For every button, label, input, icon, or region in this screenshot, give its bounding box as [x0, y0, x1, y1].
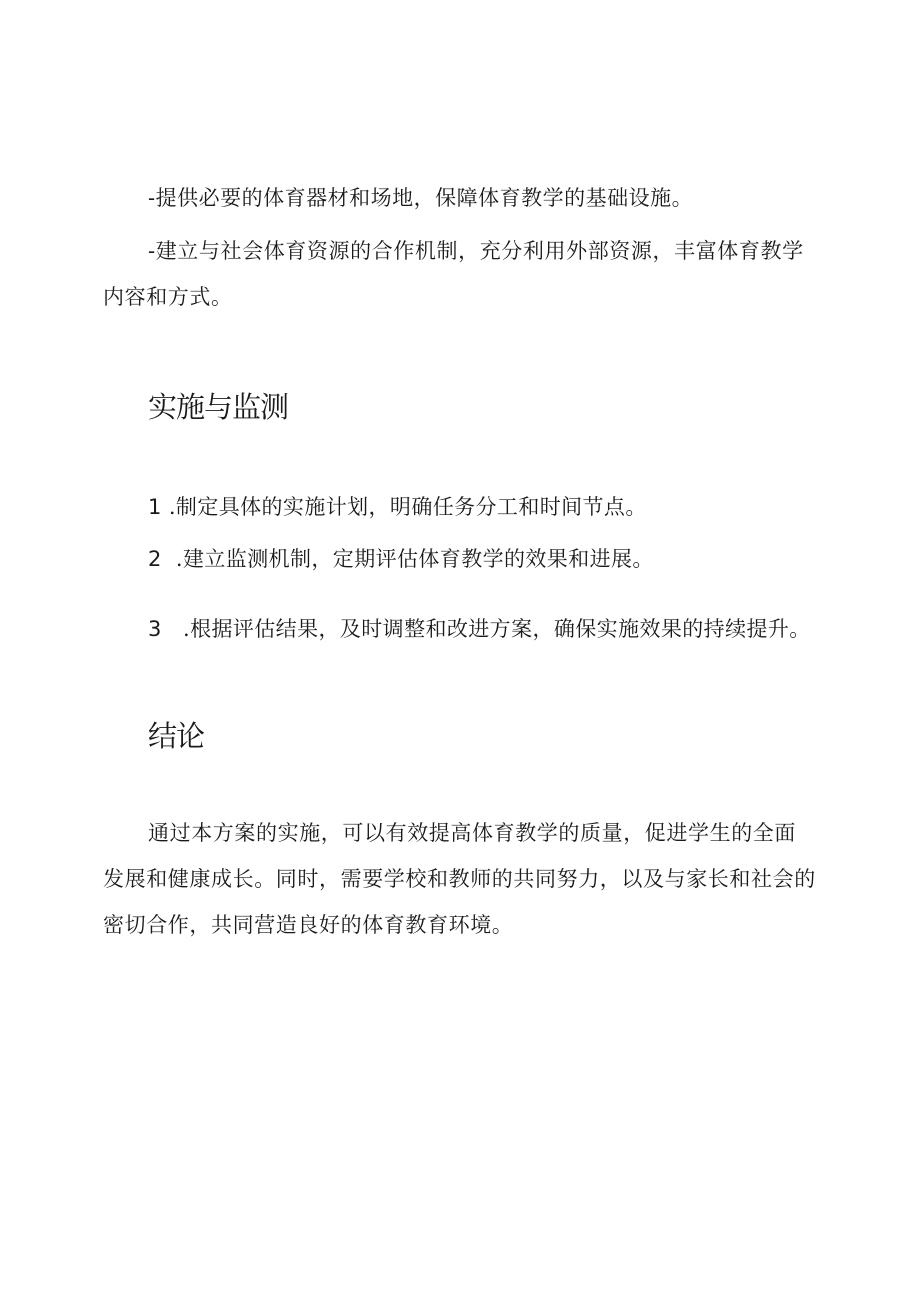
list-item — [148, 493, 647, 521]
conclusion-line-1: 通过本方案的实施，可以有效提高体育教学的质量，促进学生的全面 — [148, 821, 796, 845]
conclusion-paragraph — [103, 810, 823, 948]
bullet-cooperation — [103, 228, 823, 320]
bullet-cooperation-line-2: 内容和方式。 — [103, 285, 233, 309]
list-item-text: .制定具体的实施计划，明确任务分工和时间节点。 — [168, 495, 647, 519]
conclusion-line-3: 密切合作，共同营造良好的体育教育环境。 — [103, 913, 514, 937]
list-item — [148, 545, 654, 573]
list-item-number: 2 — [148, 547, 162, 571]
list-item-text: .根据评估结果，及时调整和改进方案，确保实施效果的持续提升。 — [183, 617, 811, 641]
list-item-number: 3 — [148, 617, 162, 641]
section-heading-conclusion: 结论 — [148, 719, 205, 753]
bullet-equipment: -提供必要的体育器材和场地，保障体育教学的基础设施。 — [148, 186, 694, 210]
section-heading-implementation: 实施与监测 — [148, 390, 289, 424]
bullet-cooperation-line-1: -建立与社会体育资源的合作机制，充分利用外部资源，丰富体育教学 — [148, 239, 804, 263]
list-item-text: .建立监测机制，定期评估体育教学的效果和进展。 — [175, 547, 654, 571]
conclusion-line-2: 发展和健康成长。同时，需要学校和教师的共同努力，以及与家长和社会的 — [103, 867, 816, 891]
list-item — [148, 615, 811, 643]
list-item-number: 1 — [148, 495, 162, 519]
